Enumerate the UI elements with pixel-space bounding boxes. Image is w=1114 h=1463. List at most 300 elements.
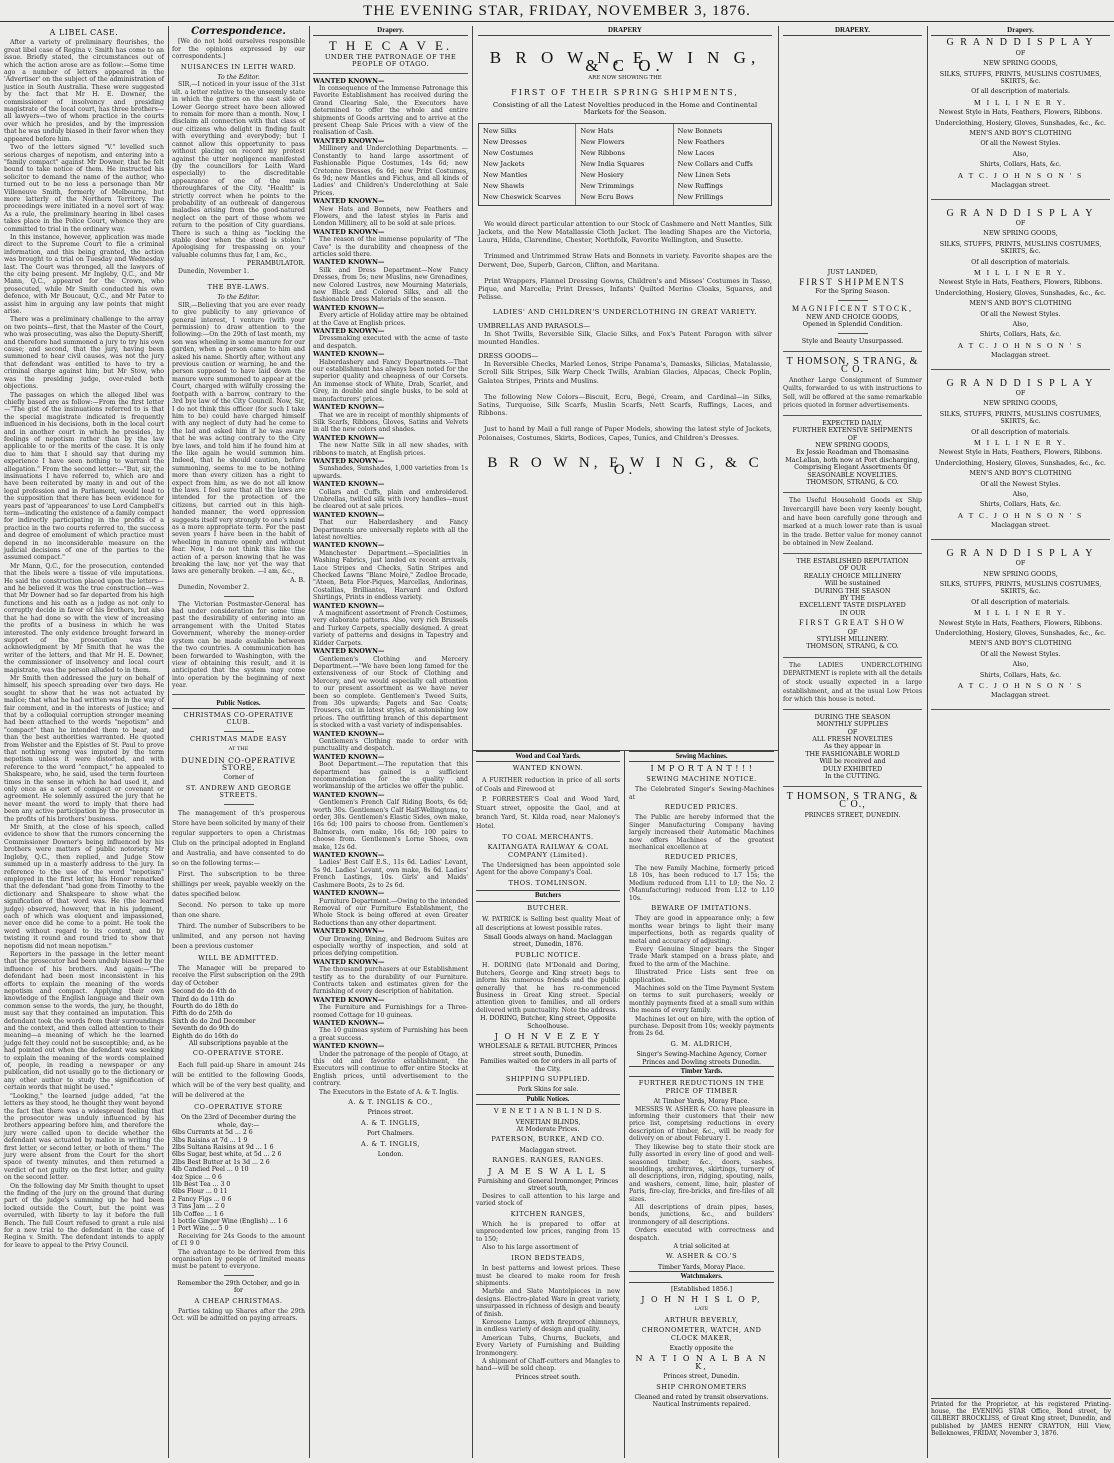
divider [783, 492, 922, 493]
firm-name: T HOMSON, S TRANG, & C O. [786, 356, 919, 375]
johnson-ad-block [931, 207, 1110, 370]
ad-line: LATE [694, 1306, 709, 1313]
letter-body: SIR,—I noticed in your issue of the 31st ult. a letter relative to the unseemly state in which the gutters on the east side of Lower George street have been allowed to remain for more than a month. Now, I disclaim all connection with that class of our citizens who delight in finding fault with everything and everybody; but I cannot allow this opportunity to pass without placing on record my protest against the utter negligence manifested (by the councillors for Leith Ward especially) to the discreditable appearance of one of the main thoroughfares of the City. "Health" is strictly correct when he points to the probability of an outbreak of dangerous maladies arising from the good-natured neglect on the part of those whom we return to the position of City guardians. There is such a thing as "locking the stable door when the steed is stolen." Apologising for trespassing on your valuable columns thus far, I am, &c., [172, 81, 305, 259]
ad-line: Underclothing, Hosiery, Gloves, Sunshades, &c., &c. [935, 118, 1106, 127]
divider [783, 553, 922, 554]
ad-line: THOS. TOMLINSON. [508, 878, 588, 887]
ad-line: Maclaggan street. [991, 521, 1050, 530]
ad-line: In the CUTTING. [824, 772, 881, 780]
wanted-known-entry: New Hats and Bonnets, new Feathers and Flowers, and the latest styles in Paris and London Millinery, all to be sold at sale prices. [313, 205, 468, 228]
ad-line: Opened in Splendid Condition. [802, 320, 903, 329]
wanted-known-entry: Ladies' Best Calf E.S., 11s 6d. Ladies' Levant, 5s 9d. Ladies' Levant, own make, 8s 6d. Ladies' French Lastings, 10s. Girls' and Maids' Cashmere Boots, 2s to 2s 6d. [313, 859, 468, 889]
ad-line: Of all description of materials. [971, 87, 1070, 96]
ad-line: Princes street, Dunedin. [663, 1373, 740, 1381]
ad-line: Consisting of all the Latest Novelties produced in the Home and Continental Markets for the Season. [492, 101, 758, 117]
ad-line: NEW AND CHOICE GOODS, [806, 313, 899, 322]
ad-line: Princes street south. [515, 1373, 581, 1381]
ad-line: REALLY CHOICE MILLINERY [803, 571, 902, 580]
notice-body: The Manager will be prepared to receive the First subscription on the 29th day of October [172, 965, 305, 987]
article-paragraph: Mr Smith, at the close of his speech, called evidence to show that the rumors concerning the Commissioner Downer's being influenced by his brothers were matters of public notoriety. Mr Ingleby, Q.C., then replied, and Judge Stow summed up in a masterly address to the jury. In reference to the use of the word "nepotism" employed in the first letter, his Honor remarked that the defendant "had gone from Timothy to the dictionary and Shakspeare to show what the signification of that word was. He (the learned judge) observed, however, that in his judgment, each of which was eloquent and impassioned, never once did he come to a point. He took the word without regard to its context, and by twisting it round and round tried to show that nepotism did not mean nepotism." [4, 824, 164, 950]
ad-line: DULY EXHIBITED [822, 764, 883, 773]
goods-list [172, 1129, 305, 1233]
section-title: Wood and Coal Yards. [476, 751, 620, 762]
wanted-known-entry: The reason of the immense popularity of "The Cave" is the durability and cheapness of the articles sold there. [313, 236, 468, 258]
wanted-known-label: WANTED KNOWN— [313, 258, 385, 267]
section-title: Drapery. [931, 26, 1110, 36]
wood-coal-column [472, 750, 624, 1456]
article-paragraph: There was a preliminary challenge to the array on two points—first, that the Master of the Court, who was prosecuting, was also the Deputy-Sheriff, and therefore had summoned a jury to try his own cause; and second, that the jury, having been summoned to hear civil causes, was not the jury that defendant was entitled to have to try a criminal charge against him; but Mr Stow, who was the presiding judge, over-ruled both objections. [4, 316, 164, 391]
brown-ewing-ad [472, 26, 778, 746]
divider [783, 415, 922, 416]
divider [224, 804, 254, 805]
goods-grid [478, 123, 772, 206]
ad-line: Maclaggan street. [519, 1146, 577, 1154]
ad-body: In Shot Twills, Reversible Silk, Glacie Silks, and Fox's Patent Paragon with silver mounted Handles. [478, 330, 772, 347]
ad-line: M I L L I N E R Y. [973, 267, 1068, 277]
divider [783, 351, 922, 352]
notice-line: CHRISTMAS MADE EASY [189, 734, 288, 743]
goods-line: 2lbs Best Butter at 1s 3d ... 2 6 [172, 1158, 270, 1166]
ad-line: FIRST SHIPMENTS [799, 276, 906, 287]
letter-date: Dunedin, November 1. [178, 267, 250, 275]
ad-line: REDUCED PRICES, [664, 853, 739, 862]
notice-body: Second. No person to take up more than one share. [172, 901, 305, 919]
article-paragraph: Reporters in the passage in the letter meant that the prosecutor had been unduly biased by the influence of his brothers. And again:—"The defendant had been most inconsistent in his efforts to explain the meaning of the words nepotism and compact. Applying their own knowledge of the English language and their own common sense to the words, the jury, he thought, must say that they contained an imputation. This defendant took the words from their surroundings and the context, and then called attention to their meaning—a meaning of which he the learned judge felt they could not be susceptible; and, as he had pointed out when the defendant was seeking to explain the meaning of the words complained of, people, in reading a newspaper or any publication, did not usually go to the dictionary or any other author to study the signification of certain words that might be used." [4, 950, 164, 1092]
firm-name: T HOMSON, S TRANG, & C O., [786, 791, 919, 810]
letter-title: THE BYE-LAWS. [207, 283, 270, 291]
ad-line: SILKS, STUFFS, PRINTS, MUSLINS COSTUMES, SKIRTS, &c. [939, 239, 1102, 256]
wanted-known-entry: Manchester Department.—Specialities in Washing Fabrics, just landed ex recent arrivals, Lace Stripes and Checks, Satin Stripes and Checked Lawns "Blanc Moiré," Zedloe Brocade, "Ateen, Beta Flor-Piques, Marcellas, Andorinas, Costallias, Brilliantes, Harvard and Oxford Shirtings, Prints in endless variety. [313, 549, 468, 602]
ad-line: SILKS, STUFFS, PRINTS, MUSLINS COSTUMES, SKIRTS, &c. [939, 409, 1102, 426]
ad-line: Style and Beauty Unsurpassed. [801, 336, 904, 345]
notice-line: A CHEAP CHRISTMAS. [194, 1296, 283, 1305]
ad-body: Marble and Slate Mantelpieces in new designs. Electro-plated Ware in great variety, unsurpassed in richness of design and beauty of finish. [476, 1288, 620, 1318]
ad-line: TO COAL MERCHANTS. [502, 832, 594, 841]
ad-body: All descriptions of drain pipes, bases, bends, junctions, &c., and builders' ironmongery of all descriptions. [629, 1203, 774, 1226]
ad-line: Of all the Newest Styles. [980, 309, 1061, 318]
notice-title: CHRISTMAS CO-OPERATIVE CLUB. [183, 710, 294, 727]
notice-body: The advantage to be derived from this organisation by people of limited means must be patent to everyone. [172, 1248, 305, 1271]
ad-line: Underclothing, Hosiery, Gloves, Sunshades, &c., &c. [935, 288, 1106, 297]
ad-line: Will be received and [819, 757, 886, 766]
firm-name: B R O W N, E W I N G, & C O. [487, 454, 763, 479]
date-line: Sixth do do 2nd December [172, 1017, 256, 1025]
ad-body: Desires to call attention to his large and varied stock of [476, 1192, 620, 1208]
ad-body: In best patterns and lowest prices. These must be cleared to make room for fresh shipments. [476, 1265, 620, 1287]
date-line: Fifth do do 25th do [172, 1010, 233, 1018]
wanted-known-entry: Dressmaking executed with the acme of taste and despatch. [313, 335, 468, 350]
wanted-known-entry: Collars and Cuffs, plain and embroidered. Umbrellas, twilled silk with ivory handles—must be cleared out at sale prices. [313, 488, 468, 511]
ad-line: Also, [1012, 490, 1029, 499]
notice-line: On the 23rd of December during the whole, day:— [181, 1114, 296, 1129]
ad-line: Shirts, Collars, Hats, &c. [979, 670, 1062, 679]
ad-line: WANTED KNOWN. [512, 764, 584, 773]
column-johnson [927, 26, 1114, 1456]
ad-line: Singer's Sewing-Machine Agency, Corner Princes and Dowling streets Dunedin. [636, 1051, 767, 1066]
ad-line: PATERSON, BURKE, AND CO. [491, 1135, 605, 1144]
wanted-known-entry: Sunshades, Sunshades, 1,000 varieties from 1s upwards. [313, 465, 468, 480]
ad-line: DRESS GOODS— [478, 351, 539, 360]
wanted-known-entry: The thousand purchasers at our Establishment testify as to the durability of our Furniture. Contracts taken and estimates given for the furnishing of every description of habitation. [313, 966, 468, 996]
ad-body: Every Genuine Singer bears the Singer Trade Mark stamped on a brass plate, and fixed to the arm of the Machine. [629, 945, 774, 968]
ad-line: G R A N D D I S P L A Y [946, 37, 1095, 49]
letter-signature: A. B. [290, 576, 305, 584]
wanted-known-label: WANTED KNOWN— [313, 927, 385, 936]
ad-line: SEASONABLE NOVELTIES. [807, 470, 898, 479]
goods-line: 1 Port Wine ... 5 0 [172, 1225, 229, 1233]
ad-line: MEN'S AND BOY'S CLOTHING [969, 299, 1072, 308]
ad-line: MEN'S AND BOY'S CLOTHING [969, 469, 1072, 478]
ad-line: A T C. J O H N S O N ' S [957, 680, 1084, 690]
ad-line: G R A N D D I S P L A Y [946, 377, 1095, 389]
notice-line: Receiving for 24s Goods to the amount of £1 9 0 [172, 1232, 305, 1248]
ad-line: Maclaggan street. [991, 691, 1050, 700]
johnson-ad-block [931, 547, 1110, 710]
ad-line: SILKS, STUFFS, PRINTS, MUSLINS COSTUMES, SKIRTS, &c. [939, 579, 1102, 596]
ad-line: NEW SPRING GOODS, [983, 399, 1058, 408]
goods-grid-column [576, 124, 673, 205]
ad-line: OF OUR [838, 564, 867, 573]
goods-grid-item: New Trimmings [580, 181, 634, 190]
ad-line: WHOLESALE & RETAIL BUTCHER, Princes street south, Dunedin. [478, 1043, 618, 1058]
ad-line: A T C. J O H N S O N ' S [957, 340, 1084, 350]
wanted-known-entry: Our Drawing, Dining, and Bedroom Suites are especially worthy of inspection, and sold at prices defying competition. [313, 935, 468, 958]
notice-body: Each full paid-up Share in amount 24s will be entitled to the following Goods, which will be of the very best quality, and will be delivered at the [172, 1061, 305, 1099]
firm-address: Princes street. [367, 1109, 414, 1117]
wanted-known-label: WANTED KNOWN— [313, 303, 385, 312]
goods-line: 6lbs Sugar, best white, at 5d ... 2 6 [172, 1151, 282, 1159]
section-title: Correspondence. [191, 26, 286, 37]
firm-address: Port Chalmers. [366, 1130, 415, 1138]
ad-line: SILKS, STUFFS, PRINTS, MUSLINS COSTUMES, SKIRTS, &c. [939, 69, 1102, 86]
ad-line: Also, [1012, 660, 1029, 669]
ad-line: VENETIAN BLINDS, [515, 1118, 581, 1126]
article-body [4, 39, 164, 1249]
section-title: Public Notices. [476, 1094, 620, 1105]
divider [313, 73, 468, 74]
article-paragraph: The passages on which the alleged libel was chiefly based are as follow:—From the first letter—"The gist of the insinuations referred to is that the special magistrate indicated is frequently influenced in his decisions, both in the local court and in another court in which he presides, by feelings of nepotism rather than by the law applicable to or the merits of the case. It is only due to him that I should say that during my experience I have seen nothing to warrant the allegation." From the second letter:—"But, sir, the insinuations I have referred to, which are and have been reiterated by many in and out of the legal profession and in Parliament, would lead to the supposition that there has been evidence for years past of 'appearances' to use Lord Campbell's term—indicating the existence of a family compact for indirectly participating in the profits of a practice in the two courts referred to, the success and degree of emolument of which practice must depend in no inconsiderable measure on the judicial decisions of one of the parties to the assumed compact." [4, 391, 164, 562]
wanted-known-label: WANTED KNOWN— [313, 790, 385, 799]
letter-signature: PERAMBULATOR. [247, 260, 305, 268]
ad-block [783, 269, 922, 345]
wanted-known-label: WANTED KNOWN— [313, 1042, 385, 1051]
ad-line: THE ESTABLISHED REPUTATION [796, 556, 909, 565]
ad-line: Shirts, Collars, Hats, &c. [979, 330, 1062, 339]
divider [783, 657, 922, 658]
notice-body: Parties taking up Shares after the 29th Oct. will be admitted on paying arrears. [172, 1308, 305, 1323]
ad-line: BEWARE OF IMITATIONS. [651, 903, 752, 912]
news-item: The Victorian Postmaster-General has had under consideration for some time past the desirability of entering into an arrangement with the United States Government, whereby the money-order system can be made available between the two countries. A communication has been forwarded to Washington, with the view of obtaining this result, and it is anticipated that the system may come into operation by the beginning of next year. [172, 600, 305, 690]
ad-line: I M P O R T A N T ! ! ! [650, 764, 753, 774]
ad-line: BY THE [839, 593, 866, 602]
ad-line: Timber Yards, Moray Place. [658, 1263, 745, 1271]
wanted-known-label: WANTED KNOWN— [313, 433, 385, 442]
goods-line: 6lbs Flour ... 0 11 [172, 1188, 228, 1196]
ad-line: Of all description of materials. [971, 597, 1070, 606]
ad-body: P. FORRESTER'S Coal and Wood Yard, Stuart street, opposite the Gaol, and at branch Yard, St. Kilda road, near Maloney's Hotel. [476, 795, 620, 830]
ad-line: SHIPPING SUPPLIED. [505, 1074, 591, 1083]
goods-grid-item: New Laces [677, 148, 715, 157]
ad-line: OF [847, 433, 858, 442]
ad-line: At Moderate Prices. [516, 1126, 580, 1133]
ad-line: NEW SPRING GOODS, [983, 229, 1058, 238]
goods-grid-item: New Flowers [580, 137, 625, 146]
ad-line: Newest Style in Hats, Feathers, Flowers, Ribbons. [938, 278, 1103, 287]
masthead: THE EVENING STAR, FRIDAY, NOVEMBER 3, 1876. [0, 0, 1114, 22]
ad-line: KAITANGATA RAILWAY & COAL COMPANY (Limited). [487, 843, 609, 859]
goods-grid-item: New Dresses [483, 137, 527, 146]
ad-line: REDUCED PRICES. [664, 803, 739, 812]
wanted-known-entry: A magnificent assortment of French Costumes, very elaborate patterns. Also, very rich Brussels and Turkey Carpets, specially designed. A great variety of patterns and designs in Tapestry and Kidder Carpets. [313, 610, 468, 647]
ad-line: Also, [1012, 149, 1029, 158]
ad-body: A shipment of Chaff-cutters and Mangles to hand—will be sold cheap. [476, 1357, 620, 1373]
ad-line: NEW SPRING GOODS, [983, 569, 1058, 578]
goods-grid-item: New Collars and Cuffs [677, 159, 753, 168]
ad-body: We would direct particular attention to our Stock of Cashmere and Nett Mantles, Silk Jackets, and the New Matallassie Cloth Jacket. The leading Shapes are the Victoria, Laura, Hilda, Clarendine, Chester, Northfolk, Favorite Wellington, and Susette. [478, 219, 772, 245]
article-paragraph: Two of the letters signed "V." levelled such serious charges of nepotism, and entering into a "family compact" against Mr Downer, that he felt bound to take notice of them. He instructed his solicitor to demand the name of the author, who turned out to be no less a personage than Mr Villeneuve Smith, formerly of Melbourne, but more latterly of the Northern Territory. The proceedings were initiated in a novel sort of way. As a rule, the preliminary hearing in libel cases takes place in the Police Court, whence they are committed to trial in the ordinary way. [4, 144, 164, 233]
wanted-known-label: WANTED KNOWN— [313, 480, 385, 489]
ad-body: The LADIES UNDERCLOTHING DEPARTMENT is replete with all the details of stock usually expected in a large establishment, and at the usual Low Prices for which this house is noted. [783, 661, 922, 704]
ad-line: ALL FRESH NOVELTIES [812, 734, 893, 743]
ad-line: THE FASHIONABLE WORLD [805, 749, 900, 758]
ad-line: V E N E T I A N B L I N D S. [493, 1107, 603, 1116]
date-line: Seventh do do 9th do [172, 1025, 239, 1033]
section-title: Drapery. [313, 26, 468, 36]
ad-body: The Public are hereby informed that the Singer Manufacturing Company having largely increased their Automatic Machines now offers Machines of the greatest mechanical excellence at [629, 814, 774, 852]
ad-line: DURING THE SEASON [814, 712, 891, 721]
letter-addressee: To the Editor. [217, 74, 260, 82]
ad-line: [Established 1856.] [670, 1285, 733, 1293]
notice-line: AT THE [228, 746, 249, 753]
divider [783, 709, 922, 710]
ad-body: The following New Colors—Biscuit, Ecru, Begé, Cream, and Cardinal—in Silks, Satins, Turquoise, Silk Scarfs, Muslin Scarfs, Nett Scarfs, Ruffings, Laces, and Ribbons. [478, 392, 772, 418]
goods-grid-item: New Silks [483, 126, 517, 135]
ad-line: SEWING MACHINE NOTICE. [646, 774, 757, 783]
wanted-known-entry: The 10 guineas system of Furnishing has been a great success. [313, 1027, 468, 1042]
goods-grid-item: New Mantles [483, 170, 528, 179]
ad-block [783, 420, 922, 487]
ad-body: In Reversible Checks, Marled Lenos, Stripe Panama's, Damasks, Silicias, Matalassie, Scroll Silk Stripes, Silk Warp Check Twills, Arabian Glacies, Alpacas, Check Poplin, Galatea Stripes, Prints and Muslins. [478, 360, 772, 385]
ad-body: Another Large Consignment of Summer Quilts, forwarded to us with instructions to Sell, will be offered at the same remarkable prices quoted in former advertisements. [783, 377, 922, 410]
ad-line: MONTHLY SUPPLIES [816, 720, 889, 729]
ad-body: A FURTHER reduction in price of all sorts of Coals and Firewood at [476, 776, 620, 793]
firm-address: London. [377, 1151, 404, 1159]
ad-line: RANGES. RANGES, RANGES. [492, 1156, 604, 1165]
ad-line: Of all description of materials. [971, 427, 1070, 436]
ad-line: G R A N D D I S P L A Y [946, 547, 1095, 559]
ad-line: IRON BEDSTEADS, [511, 1253, 585, 1262]
wanted-known-label: WANTED KNOWN— [313, 995, 385, 1004]
wanted-known-entry: That our Haberdashery and Fancy Departments are universally replete with all the latest novelties. [313, 519, 468, 541]
ad-body: Machines sold on the Time Payment System on terms to suit purchasers; weekly or monthly payments fixed at a small sum within the means of every family. [629, 984, 774, 1015]
ad-body: Kerosene Lamps, with fireproof chimneys, in endless variety of design and quality. [476, 1318, 620, 1334]
ad-line: BUTCHER. [527, 903, 569, 912]
ad-body: MESSRS W. ASHER & CO. have pleasure in informing their customers that their new price list, comprising reductions in every description of timber, &c., will be ready for delivery on or about February 1. [629, 1105, 774, 1143]
ad-line: Maclaggan street. [991, 351, 1050, 360]
ad-line: MEN'S AND BOY'S CLOTHING [969, 129, 1072, 138]
ad-line: DURING THE SEASON [814, 586, 891, 595]
notice-line: Corner of [223, 774, 254, 782]
letter-addressee: To the Editor. [217, 294, 260, 302]
ad-line: A T C. J O H N S O N ' S [957, 170, 1084, 180]
ad-line: PUBLIC NOTICE. [515, 950, 581, 959]
ad-line: SHIP CHRONOMETERS [656, 1382, 747, 1391]
thomson-strang-ad [778, 26, 927, 1458]
ad-line: KITCHEN RANGES, [510, 1209, 586, 1218]
firm-name: B R O W N, E W I N G, & C O. [489, 48, 761, 75]
wanted-known-label: WANTED KNOWN— [313, 197, 385, 206]
ad-line: Cleaned and rated by transit observations. Nautical Instruments repaired. [634, 1394, 769, 1409]
ad-line: MAGNIFICENT STOCK, [791, 303, 914, 313]
goods-grid-item: New Hats [580, 126, 614, 135]
sewing-machines-column [625, 750, 778, 1456]
executors-line: The Executors in the Estate of A. & T. Inglis. [319, 1088, 459, 1096]
wanted-known-entry: Silk and Dress Department—New Fancy Dresses, from 5s; new Muslins, new Grenadines, new Colored Lustres, new Mourning Materials, new Black and Colored Silks, and all the fashionable Dress Materials of the season. [313, 266, 468, 304]
ad-line: Of all the Newest Styles. [980, 479, 1061, 488]
section-title: Public Notices. [172, 699, 305, 709]
ad-line: M I L L I N E R Y. [973, 608, 1068, 618]
ad-line: At Timber Yards, Moray Place. [653, 1098, 750, 1106]
ad-body: Illustrated Price Lists sent free on application. [629, 969, 774, 984]
disclaimer: [We do not hold ourselves responsible for the opinions expressed by our correspondents.] [172, 38, 305, 61]
ad-line: STYLISH MILLINERY. [816, 634, 889, 643]
firm-name: A. & T. INGLIS & CO., [348, 1098, 433, 1107]
goods-grid-column [674, 124, 771, 205]
ad-body: The Useful Household Goods ex Ship Invercargill have been very keenly bought, and have been carefully gone through and marked at a much lower rate than is usual in the trade. Better value for money cannot be obtained in New Zealand. [783, 497, 922, 548]
wanted-known-label: WANTED KNOWN— [313, 889, 385, 898]
goods-grid-item: New Feathers [677, 137, 725, 146]
column-libel-case [0, 26, 168, 1456]
goods-grid-item: New Bonnets [677, 126, 723, 135]
ad-body: They are good in appearance only; a few months wear brings to light their many imperfections, both as regards quality of metal and accuracy of adjusting. [629, 915, 774, 945]
ad-line: FIRST GREAT SHOW [799, 618, 906, 628]
goods-line: 2lbs Sultana Raisins at 9d ... 1 6 [172, 1143, 274, 1151]
ad-line: Newest Style in Hats, Feathers, Flowers, Ribbons. [938, 448, 1103, 457]
ad-line: EXCELLENT TASTE DISPLAYED [799, 601, 906, 610]
section-title: DRAPERY. [783, 26, 922, 36]
notice-body: The management of th's prosperous Store have been solicited by many of their regular supporters to open a Christmas Club on the principal adopted in England and Australia, and have consented to do so on the following terms:— [172, 809, 305, 867]
ad-line: EXPECTED DAILY, [822, 418, 883, 427]
notice-line: Remember the 29th October, and go in for [177, 1279, 300, 1295]
goods-grid-item: New Ecru Bows [580, 192, 634, 201]
ad-body: W. PATRICK is Selling best quality Meat of all descriptions at lowest possible rates. [476, 916, 620, 933]
goods-grid-item: New Ruffings [677, 181, 723, 190]
ad-line: Of all the Newest Styles. [980, 649, 1061, 658]
wanted-known-label: WANTED KNOWN— [313, 76, 385, 85]
ad-body: American Tubs, Churns, Buckets, and Every Variety of Furnishing and Building Ironmongery. [476, 1334, 620, 1357]
ad-line: G R A N D D I S P L A Y [946, 207, 1095, 219]
wanted-known-label: WANTED KNOWN— [313, 350, 385, 359]
ad-line: Shirts, Collars, Hats, &c. [979, 160, 1062, 169]
wanted-known-label: WANTED KNOWN— [313, 752, 385, 761]
store-name: T H E C A V E. [328, 38, 453, 54]
wanted-known-entry: Boot Department.—The reputation that this department has gained is a sufficient recommendation for the quality and workmanship of the articles we offer the public. [313, 761, 468, 791]
goods-line: 2 Fancy Figs ... 0 6 [172, 1195, 232, 1203]
notice-line: ST. ANDREW AND GEORGE STREETS. [185, 783, 292, 800]
ad-line: FIRST OF THEIR SPRING SHIPMENTS, [511, 87, 739, 97]
ad-line: M I L L I N E R Y. [973, 97, 1068, 107]
ad-line: NEW SPRING GOODS, [815, 440, 890, 449]
ad-line: G. M. ALDRICH, [670, 1039, 733, 1048]
ad-body: The new Family Machine, formerly priced L8 10s, has been reduced to L7 15s; the Medium reduced from L11 to L9; the No. 2 (Manufacturing) reduced from L12 to L10 10s. [629, 864, 774, 902]
notice-line: WILL BE ADMITTED. [198, 953, 279, 962]
wanted-known-label: WANTED KNOWN— [313, 227, 385, 236]
ad-line: W. ASHER & CO.'S [665, 1252, 738, 1261]
ad-line: LADIES' AND CHILDREN'S UNDERCLOTHING IN GREAT VARIETY. [492, 308, 758, 317]
goods-line: 6lbs Currants at 5d ... 2 6 [172, 1129, 253, 1137]
notice-line: DUNEDIN CO-OPERATIVE STORE, [181, 755, 296, 772]
wanted-known-entry: Gentlemen's Clothing and Mercery Department.—"We have been long famed for the extensiveness of our Stock of Clothing and Mercery, and we would especially call attention to our present assortment as we have never been so complete. Gentlemen's Tweed Suits, from 30s upwards; Pagets and Sac Coats; Trousers, cut in latest styles, at astonishing low prices. The outfitting branch of this department is stocked with a vast variety of indispensables. [313, 655, 468, 730]
ad-line: Maclaggan street. [991, 181, 1050, 190]
letter-title: NUISANCES IN LEITH WARD. [180, 62, 297, 71]
section-title: DRAPERY [478, 26, 772, 36]
ad-line: Of all description of materials. [971, 257, 1070, 266]
ad-body: They likewise beg to state their stock are fully assorted in every line of good and well-seasoned timber, &c., doors, sashes, mouldings, architraves, skirtings, turnery of all descriptions, iron, ridging, spouting, nails, and washers, cement, lime, hair, plaster of Paris, fire-clay, fire-bricks, and fire-tiles of all sizes. [629, 1143, 774, 1203]
article-paragraph: Mr Smith then addressed the jury on behalf of himself, his speech spreading over two days. He sought to show that he was not actuated by malice; that what he had written was in the way of fair comment, and in the interests of justice; and that by a colloquial corruption stronger meaning had been attached to the words "nepotism" and "compact" than he intended them to bear, and than the best authorities warranted. He quoted from Webster and the Epistles of St. Paul to prove that nothing wrong was imputed by the term nepotism unless it were distorted, and with reference to the word "compact," he appealed to Shakspeare, who, he said, used the term fourteen times in the sense in which he had used it, and only once as a sort of compact or covenant or agreement. He solemnly assured the jury that he never meant the word to imply that there had been any active participation by the prosecutor in the profits of his brothers' business. [4, 674, 164, 823]
ad-line: OF [847, 627, 858, 636]
divider [224, 596, 254, 597]
ad-line: ARE NOW SHOWING THE [588, 75, 662, 82]
article-paragraph: Mr Mann, Q.C., for the prosecution, contended that the libels were a tissue of vile imputations. He said the construction placed upon the letters—and he believed it was the true construction—was that Mr Downer had so far departed from his high functions and his oath as a judge as not only to corruptly decide in favor of his brothers, but also that he had done so with the view of increasing the profits of a business in which he was interested. The only evidence brought forward in support of the prosecution was the acknowledgment by Mr Smith that he was the writer of the letters, and that Mr H. E. Downer, the commissioner of insolvency and local court magistrate, was the person alluded to in them. [4, 562, 164, 674]
wanted-known-entry: The Furniture and Furnishings for a Three-roomed Cottage for 10 guineas. [313, 1004, 468, 1019]
goods-line: 4oz Spice ... 0 6 [172, 1173, 222, 1181]
wanted-known-label: WANTED KNOWN— [313, 327, 385, 336]
section-title: Butchers [476, 890, 620, 901]
notice-body: Third. The number of Subscribers to be unlimited, and any person not having been a previous customer [172, 922, 305, 950]
ad-line: Exactly opposite the [669, 1345, 734, 1353]
ad-line: FURTHER REDUCTIONS IN THE PRICE OF TIMBER [638, 1079, 765, 1095]
ad-line: ARTHUR BEVERLY, [664, 1315, 739, 1324]
goods-line: 1 bottle Ginger Wine (English) ... 1 6 [172, 1217, 288, 1225]
wanted-known-label: WANTED KNOWN— [313, 647, 385, 656]
ad-body: Trimmed and Untrimmed Straw Hats and Bonnets in variety. Favorite shapes are the Derwent, Dee, Superb, Garcon, Clifton, and Maritana. [478, 252, 772, 269]
ad-block [783, 714, 922, 781]
ad-line: A trial solicited at [673, 1242, 730, 1250]
section-title: Sewing Machines. [629, 751, 774, 762]
ad-line: CHRONOMETER, WATCH, AND CLOCK MAKER, [641, 1326, 762, 1342]
goods-grid-item: New Ribbons [580, 148, 625, 157]
goods-line: 1lb Best Tea ... 3 0 [172, 1180, 231, 1188]
divider [224, 1275, 254, 1276]
divider [838, 300, 868, 301]
ad-line: Will be sustained [824, 579, 881, 588]
wanted-known-label: WANTED KNOWN— [313, 136, 385, 145]
section-title: Timber Yards. [629, 1066, 774, 1077]
ad-body: The Undersigned has been appointed sole Agent for the above Company's Coal. [476, 862, 620, 877]
firm-name: J O H N H I S L O P, [641, 1295, 762, 1304]
ad-line: THOMSON, STRANG, & CO. [806, 642, 899, 651]
wanted-known-label: WANTED KNOWN— [313, 601, 385, 610]
ad-body: The Celebrated Singer's Sewing-Machines at [629, 786, 774, 801]
goods-grid-item: New Frillings [677, 192, 724, 201]
divider [224, 279, 254, 280]
ad-line: Pork Skins for sale. [517, 1086, 579, 1094]
ad-line: As they appear in [824, 742, 881, 751]
date-line: Eighth do do 16th do [172, 1032, 239, 1040]
letter-body: SIR,—Believing that you are ever ready to give publicity to any grievance of general interest, I venture (with your permission) to draw attention to the following:—On the 29th of last month, my son was wheeling in some manure for our garden, when a person came to him and asked his name. Shortly after, without any previous caution or warning, he and the person supposed to have laid down the manure were summoned to appear at the Court, charged with wilfully crossing the footpath with a barrow, contrary to the 3rd bye law of the City Council. Now, Sir, I do not think this officer (for such I take him to be) could have charged himself with any neglect of duty had he come to the lad and asked him if he was aware that he was acting contrary to the City bye laws, and told him if he found him at the like again he would summon him. Indeed, that he should caution, before summoning, seems to me to be nothing more than every citizen has a right to expect from him, as we do not all know the laws. I feel sure that all the laws are intended for the protection of the citizens, but carried out in this high-handed manner, the word oppression suggests itself very strongly to one's mind as a more appropriate term. For the past seven years I have been in the habit of wheeling in manure openly and without fear. Now, I do not think this like the action of a person knowing that he was breaking the law, nor yet the way that laws are generally broken. —I am, &c., [172, 301, 305, 576]
firm-address: PRINCES STREET, DUNEDIN. [804, 812, 901, 820]
goods-grid-item: New Shawls [483, 181, 525, 190]
ad-line: M I L L I N E R Y. [973, 438, 1068, 448]
imprint: Printed for the Proprietor, at his registered Printing-house, the EVENING STAR Office, Bond street, by GILBERT BROCKLISS, of Great King street, Dunedin, and published by JAMES HENRY CRAYTON, Hill View, Belleknowes, FRIDAY, November 3, 1876. [931, 1398, 1111, 1437]
goods-line: 3lbs Raisins at 7d ... 1 9 [172, 1136, 248, 1144]
wanted-known-entry: In consequence of the Immense Patronage this Favorite Establishment has received during the Grand Clearing Sale, the Executors have determined to offer the whole and entire shipments of Goods arriving and to arrive at the present Cheap Sale Prices with a view of the realisation of Cash. [313, 85, 468, 137]
ad-line: Shirts, Collars, Hats, &c. [979, 500, 1062, 509]
wanted-known-entry: Haberdashery and Fancy Departments.—That our establishment has always been noted for the superior quality and cheapness of our Corsets. An immense stock of White, Drab, Scarlet, and Grey, in double and single busks, to be sold at manufacturers' prices. [313, 358, 468, 403]
ad-body: Also to his large assortment of [482, 1244, 579, 1252]
ad-line: N A T I O N A L B A N K, [635, 1354, 768, 1371]
ad-line: IN OUR [839, 608, 866, 617]
